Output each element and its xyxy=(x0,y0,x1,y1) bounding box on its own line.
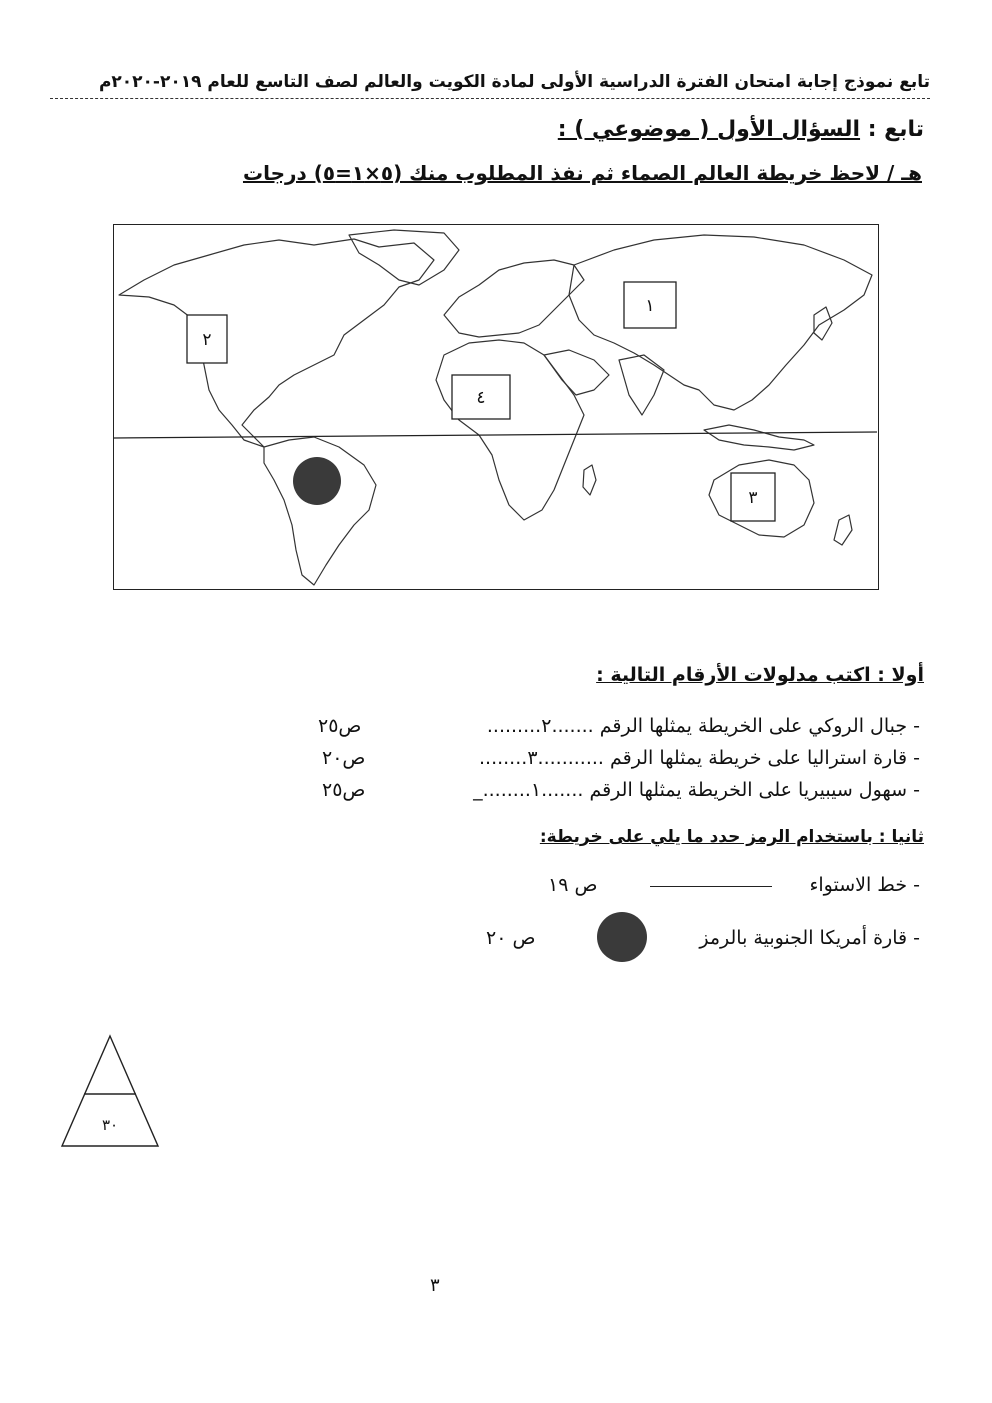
part-one-item-2 xyxy=(479,747,920,769)
new-zealand-outline xyxy=(834,515,852,545)
part-two-item-2 xyxy=(699,927,920,949)
part-one-title: أولا : اكتب مدلولات الأرقام التالية : xyxy=(596,664,924,686)
map-label-3: ٣ xyxy=(748,488,758,508)
part-one-ref-2: ص٢٠ xyxy=(322,747,366,769)
south-america-symbol-legend xyxy=(597,912,647,962)
arabia-outline xyxy=(544,350,609,395)
greenland-outline xyxy=(349,230,459,285)
page-number: ٣ xyxy=(430,1275,440,1296)
europe-outline xyxy=(444,260,584,337)
india-outline xyxy=(619,355,664,415)
item-text: قارة أمريكا الجنوبية بالرمز xyxy=(699,927,908,949)
indonesia-outline xyxy=(704,425,814,450)
part-one-ref-1: ص٢٥ xyxy=(318,715,362,737)
part-two-item-1 xyxy=(809,874,920,896)
africa-outline xyxy=(436,340,584,520)
world-map xyxy=(113,224,879,590)
bullet: - xyxy=(913,874,920,896)
bullet: - xyxy=(913,747,920,769)
score-triangle xyxy=(58,1032,162,1154)
item-text: خط الاستواء xyxy=(809,874,908,896)
bullet: - xyxy=(913,779,920,801)
asia-outline xyxy=(569,235,872,410)
madagascar-outline xyxy=(583,465,596,495)
equator-line xyxy=(114,432,877,438)
header-divider xyxy=(50,98,930,99)
map-label-2: ٢ xyxy=(202,330,212,350)
part-two-title: ثانيا : باستخدام الرمز حدد ما يلي على خريطة: xyxy=(539,827,924,847)
map-label-1: ١ xyxy=(645,296,655,316)
item-text: سهول سيبيريا على الخريطة يمثلها الرقم .......١........_ xyxy=(473,779,908,801)
question-prefix: تابع : xyxy=(867,117,924,142)
item-text: قارة استراليا على خريطة يمثلها الرقم ...........٣........ xyxy=(478,747,908,769)
part-one-ref-3: ص٢٥ xyxy=(322,779,366,801)
bullet: - xyxy=(913,715,920,737)
page-header-title: تابع نموذج إجابة امتحان الفترة الدراسية الأولى لمادة الكويت والعالم لصف التاسع للعام ٢٠١٩-٢٠٢٠م xyxy=(98,72,930,92)
map-label-4: ٤ xyxy=(476,388,486,408)
part-two-ref-2: ص ٢٠ xyxy=(486,927,536,949)
score-value: ٣٠ xyxy=(101,1116,119,1134)
equator-symbol-line xyxy=(650,886,772,887)
part-one-item-1 xyxy=(487,715,920,737)
part-two-ref-1: ص ١٩ xyxy=(548,874,598,896)
japan-outline xyxy=(814,307,832,340)
question-title: السؤال الأول ( موضوعي ) : xyxy=(557,117,861,142)
question-heading xyxy=(558,117,924,142)
question-instruction: هـ / لاحظ خريطة العالم الصماء ثم نفذ المطلوب منك (٥×١=٥) درجات xyxy=(242,161,922,185)
bullet: - xyxy=(913,927,920,949)
part-one-item-3 xyxy=(473,779,920,801)
south-america-symbol xyxy=(293,457,341,505)
item-text: جبال الروكي على الخريطة يمثلها الرقم .......٢......... xyxy=(486,715,908,737)
